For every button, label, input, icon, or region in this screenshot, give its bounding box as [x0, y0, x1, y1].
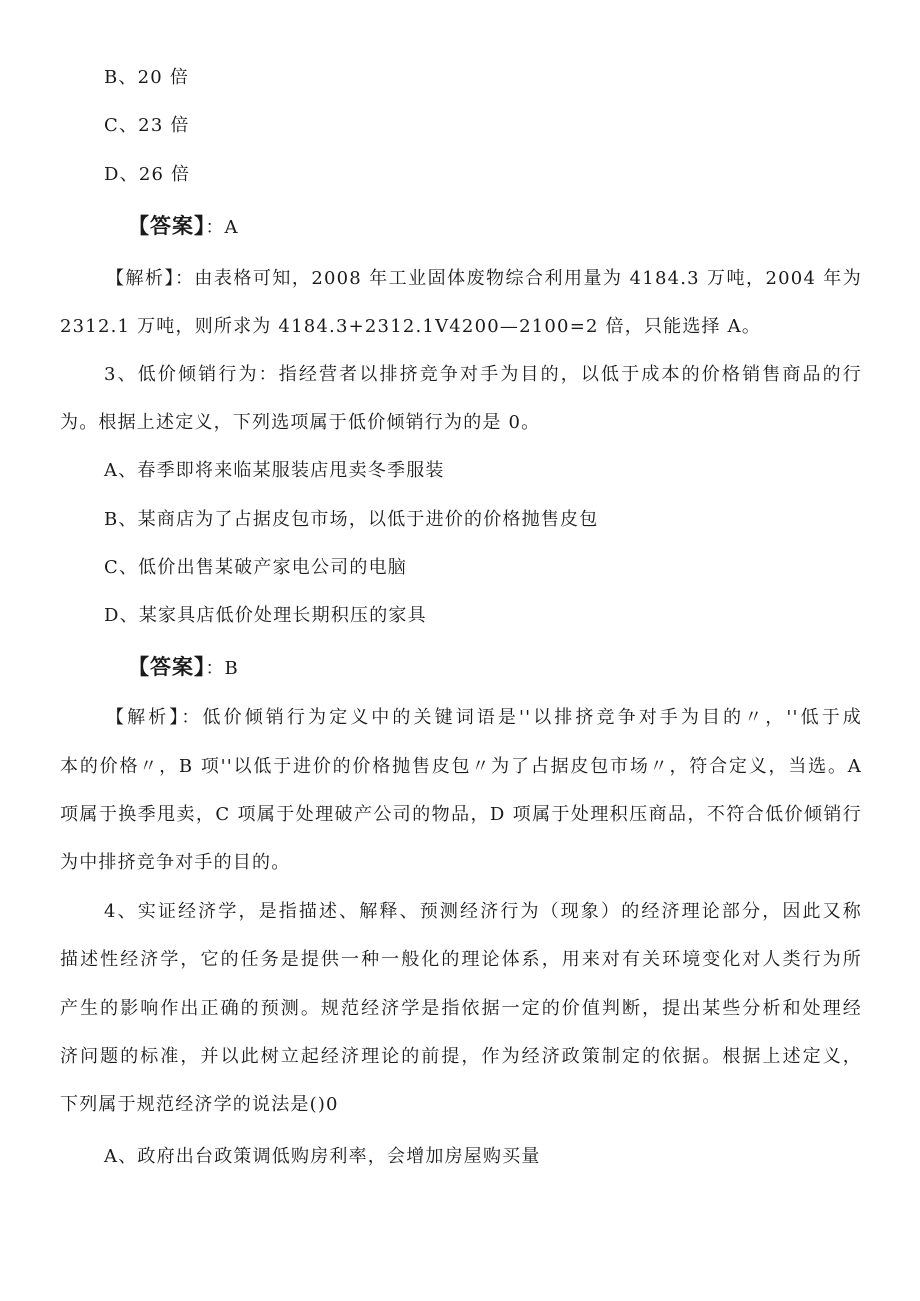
question-stem: 描述性经济学，它的任务是提供一种一般化的理论体系，用来对有关环境变化对人类行为所	[60, 949, 862, 970]
explanation-line: 【解析】：低价倾销行为定义中的关键词语是''以排挤竞争对手为目的〃，''低于成	[106, 707, 862, 728]
answer-value: ：B	[205, 658, 239, 679]
answer-label: 【答案】	[128, 655, 206, 679]
question-stem: 下列属于规范经济学的说法是()0	[60, 1094, 339, 1115]
option-a: A、春季即将来临某服装店甩卖冬季服装	[104, 460, 445, 481]
option-b: B、某商店为了占据皮包市场，以低于进价的价格抛售皮包	[104, 509, 599, 530]
question-stem: 4、实证经济学，是指描述、解释、预测经济行为（现象）的经济理论部分，因此又称	[104, 901, 862, 922]
option-b: B、20 倍	[104, 67, 190, 88]
question-stem: 为。根据上述定义，下列选项属于低价倾销行为的是 0。	[60, 412, 541, 433]
answer-label: 【答案】	[128, 214, 206, 238]
explanation-line: 2312.1 万吨，则所求为 4184.3+2312.1V4200—2100=2 倍，只能选择 A。	[60, 316, 762, 337]
question-stem: 3、低价倾销行为：指经营者以排挤竞争对手为目的，以低于成本的价格销售商品的行	[104, 364, 862, 385]
answer-value: ：A	[205, 217, 239, 238]
explanation-line: 项属于换季甩卖，C 项属于处理破产公司的物品，D 项属于处理积压商品，不符合低价倾销行	[60, 804, 862, 825]
explanation-line: 为中排挤竞争对手的目的。	[60, 852, 291, 873]
option-d: D、某家具店低价处理长期积压的家具	[104, 605, 427, 626]
question-stem: 济问题的标准，并以此树立起经济理论的前提，作为经济政策制定的依据。根据上述定义，	[60, 1046, 862, 1067]
explanation-line: 【解析】：由表格可知，2008 年工业固体废物综合利用量为 4184.3 万吨，2004 年为	[106, 268, 862, 289]
answer-q3	[128, 655, 239, 681]
explanation-line: 本的价格〃，B 项''以低于进价的价格抛售皮包〃为了占据皮包市场〃，符合定义，当选。A	[60, 756, 862, 777]
answer-q2	[128, 214, 239, 240]
question-stem: 产生的影响作出正确的预测。规范经济学是指依据一定的价值判断，提出某些分析和处理经	[60, 998, 862, 1019]
option-d: D、26 倍	[104, 164, 191, 185]
option-c: C、低价出售某破产家电公司的电脑	[104, 557, 407, 578]
option-a: A、政府出台政策调低购房利率，会增加房屋购买量	[104, 1146, 541, 1167]
option-c: C、23 倍	[104, 115, 190, 136]
